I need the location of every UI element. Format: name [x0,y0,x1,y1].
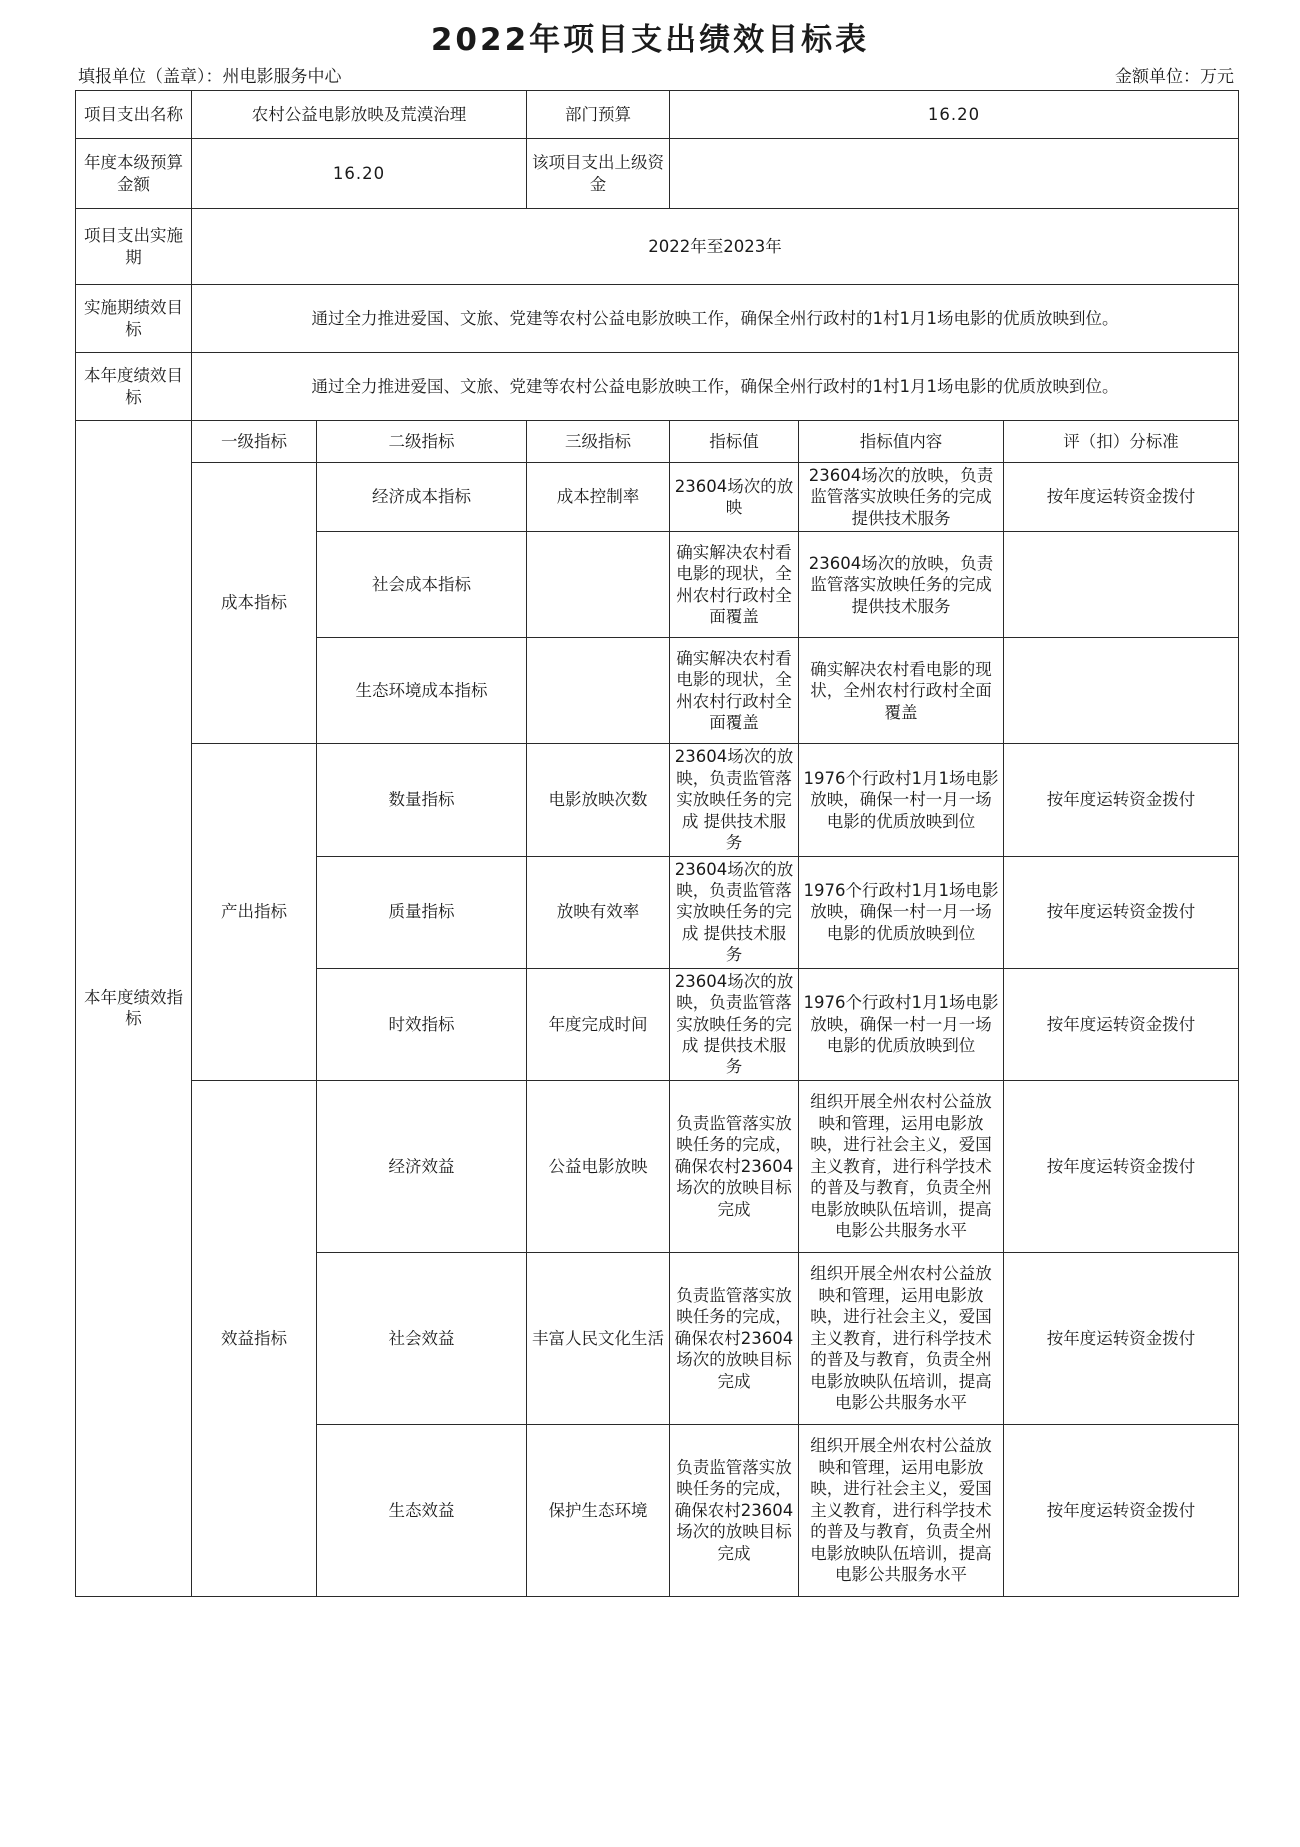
level2-indicator: 经济效益 [317,1080,527,1252]
indicator-value: 确实解决农村看电影的现状，全州农村行政村全面覆盖 [670,638,799,744]
superior-funds-label: 该项目支出上级资金 [527,139,670,209]
level1-indicator: 效益指标 [192,1080,317,1596]
table-row [76,463,1239,532]
annual-budget-value: 16.20 [192,139,527,209]
level1-indicator: 产出指标 [192,744,317,1081]
indicator-value: 23604场次的放映，负责监管落实放映任务的完成 提供技术服务 [670,856,799,968]
scoring-standard: 按年度运转资金拨付 [1004,856,1239,968]
level2-indicator: 生态环境成本指标 [317,638,527,744]
level2-indicator: 生态效益 [317,1424,527,1596]
table-row [76,744,1239,856]
indicator-content: 1976个行政村1月1场电影放映，确保一村一月一场电影的优质放映到位 [799,856,1004,968]
scoring-standard [1004,532,1239,638]
indicator-value: 23604场次的放映，负责监管落实放映任务的完成 提供技术服务 [670,968,799,1080]
level3-indicator [527,532,670,638]
indicator-value: 负责监管落实放映任务的完成，确保农村23604场次的放映目标完成 [670,1080,799,1252]
indicator-value: 确实解决农村看电影的现状，全州农村行政村全面覆盖 [670,532,799,638]
indicator-section-label: 本年度绩效指标 [76,421,192,1597]
indicator-content: 1976个行政村1月1场电影放映，确保一村一月一场电影的优质放映到位 [799,744,1004,856]
indicator-header-row [76,421,1239,463]
level3-indicator: 年度完成时间 [527,968,670,1080]
row-year-goal [76,353,1239,421]
level1-indicator: 成本指标 [192,463,317,744]
scoring-standard: 按年度运转资金拨付 [1004,968,1239,1080]
indicator-value: 负责监管落实放映任务的完成，确保农村23604场次的放映目标完成 [670,1252,799,1424]
indicator-content: 组织开展全州农村公益放映和管理，运用电影放映，进行社会主义，爱国主义教育，进行科学技术的普及与教育，负责全州电影放映队伍培训，提高电影公共服务水平 [799,1080,1004,1252]
level3-indicator: 公益电影放映 [527,1080,670,1252]
header-level1: 一级指标 [192,421,317,463]
scoring-standard: 按年度运转资金拨付 [1004,1080,1239,1252]
scoring-standard: 按年度运转资金拨付 [1004,1252,1239,1424]
period-goal-label: 实施期绩效目标 [76,285,192,353]
level2-indicator: 质量指标 [317,856,527,968]
year-goal-value: 通过全力推进爱国、文旅、党建等农村公益电影放映工作，确保全州行政村的1村1月1场电影的优质放映到位。 [192,353,1239,421]
project-name-value: 农村公益电影放映及荒漠治理 [192,91,527,139]
level2-indicator: 社会成本指标 [317,532,527,638]
header-standard: 评（扣）分标准 [1004,421,1239,463]
level2-indicator: 经济成本指标 [317,463,527,532]
scoring-standard [1004,638,1239,744]
performance-table [75,90,1239,1597]
level3-indicator: 放映有效率 [527,856,670,968]
reporting-unit: 填报单位（盖章）：州电影服务中心 [78,67,342,87]
indicator-content: 23604场次的放映，负责监管落实放映任务的完成 提供技术服务 [799,532,1004,638]
row-period-goal [76,285,1239,353]
level3-indicator: 成本控制率 [527,463,670,532]
indicator-value: 23604场次的放映 [670,463,799,532]
indicator-content: 23604场次的放映，负责监管落实放映任务的完成 提供技术服务 [799,463,1004,532]
level2-indicator: 社会效益 [317,1252,527,1424]
period-value: 2022年至2023年 [192,209,1239,285]
level3-indicator: 丰富人民文化生活 [527,1252,670,1424]
row-period [76,209,1239,285]
dept-budget-value: 16.20 [670,91,1239,139]
indicator-value: 23604场次的放映，负责监管落实放映任务的完成 提供技术服务 [670,744,799,856]
level3-indicator [527,638,670,744]
period-label: 项目支出实施期 [76,209,192,285]
indicator-value: 负责监管落实放映任务的完成，确保农村23604场次的放映目标完成 [670,1424,799,1596]
dept-budget-label: 部门预算 [527,91,670,139]
table-row [76,1080,1239,1252]
indicator-content: 确实解决农村看电影的现状，全州农村行政村全面覆盖 [799,638,1004,744]
level3-indicator: 电影放映次数 [527,744,670,856]
indicator-content: 1976个行政村1月1场电影放映，确保一村一月一场电影的优质放映到位 [799,968,1004,1080]
project-name-label: 项目支出名称 [76,91,192,139]
header-value: 指标值 [670,421,799,463]
header-level2: 二级指标 [317,421,527,463]
year-goal-label: 本年度绩效目标 [76,353,192,421]
indicator-content: 组织开展全州农村公益放映和管理，运用电影放映，进行社会主义，爱国主义教育，进行科学技术的普及与教育，负责全州电影放映队伍培训，提高电影公共服务水平 [799,1252,1004,1424]
scoring-standard: 按年度运转资金拨付 [1004,744,1239,856]
row-project-name [76,91,1239,139]
period-goal-value: 通过全力推进爱国、文旅、党建等农村公益电影放映工作，确保全州行政村的1村1月1场电影的优质放映到位。 [192,285,1239,353]
superior-funds-value [670,139,1239,209]
level3-indicator: 保护生态环境 [527,1424,670,1596]
header-level3: 三级指标 [527,421,670,463]
scoring-standard: 按年度运转资金拨付 [1004,1424,1239,1596]
header-content: 指标值内容 [799,421,1004,463]
annual-budget-label: 年度本级预算金额 [76,139,192,209]
amount-unit: 金额单位：万元 [1115,67,1234,87]
indicator-content: 组织开展全州农村公益放映和管理，运用电影放映，进行社会主义，爱国主义教育，进行科学技术的普及与教育，负责全州电影放映队伍培训，提高电影公共服务水平 [799,1424,1004,1596]
level2-indicator: 数量指标 [317,744,527,856]
row-annual-budget [76,139,1239,209]
header-line [78,62,1234,87]
scoring-standard: 按年度运转资金拨付 [1004,463,1239,532]
page-title: 2022年项目支出绩效目标表 [430,22,870,58]
level2-indicator: 时效指标 [317,968,527,1080]
